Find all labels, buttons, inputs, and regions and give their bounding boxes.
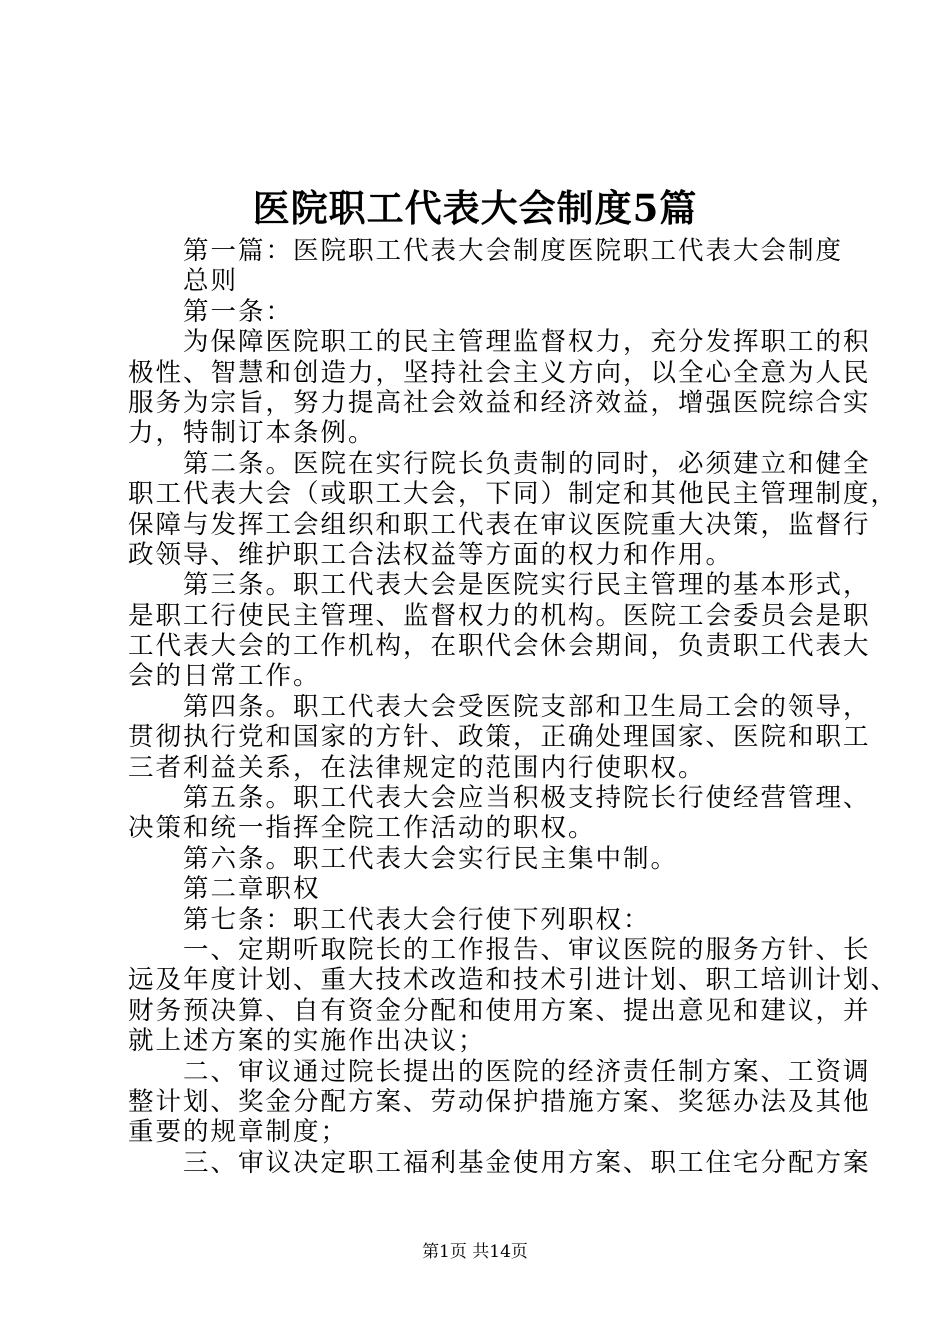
text-line: 职工代表大会（或职工大会，下同）制定和其他民主管理制度， — [128, 479, 899, 510]
text-line: 整计划、奖金分配方案、劳动保护措施方案、奖惩办法及其他 — [128, 1086, 871, 1117]
text-line: 政领导、维护职工合法权益等方面的权力和作用。 — [128, 539, 734, 570]
text-line: 第七条：职工代表大会行使下列职权： — [183, 904, 651, 935]
text-line: 为保障医院职工的民主管理监督权力，充分发挥职工的积 — [183, 327, 871, 358]
text-line: 保障与发挥工会组织和职工代表在审议医院重大决策，监督行 — [128, 509, 871, 540]
text-line: 工代表大会的工作机构，在职代会休会期间，负责职工代表大 — [128, 631, 871, 662]
page-footer: 第1页 共14页 — [422, 1242, 528, 1262]
text-line: 第四条。职工代表大会受医院支部和卫生局工会的领导， — [183, 691, 871, 722]
text-line: 二、审议通过院长提出的医院的经济责任制方案、工资调 — [183, 1056, 871, 1087]
text-line: 极性、智慧和创造力，坚持社会主义方向，以全心全意为人民 — [128, 357, 871, 388]
text-line: 第五条。职工代表大会应当积极支持院长行使经营管理、 — [183, 783, 871, 814]
text-line: 第一条： — [183, 296, 294, 327]
text-line: 第二章职权 — [183, 874, 321, 905]
text-line: 会的日常工作。 — [128, 661, 321, 692]
text-line: 三者利益关系，在法律规定的范围内行使职权。 — [128, 752, 706, 783]
text-line: 远及年度计划、重大技术改造和技术引进计划、职工培训计划、 — [128, 965, 899, 996]
text-line: 财务预决算、自有资金分配和使用方案、提出意见和建议，并 — [128, 995, 871, 1026]
text-line: 总则 — [183, 266, 239, 297]
text-line: 是职工行使民主管理、监督权力的机构。医院工会委员会是职 — [128, 600, 871, 631]
text-line: 第六条。职工代表大会实行民主集中制。 — [183, 843, 679, 874]
text-line: 第二条。医院在实行院长负责制的同时，必须建立和健全 — [183, 448, 871, 479]
text-line: 一、定期听取院长的工作报告、审议医院的服务方针、长 — [183, 934, 871, 965]
text-line: 三、审议决定职工福利基金使用方案、职工住宅分配方案 — [183, 1147, 871, 1178]
text-line: 第三条。职工代表大会是医院实行民主管理的基本形式， — [183, 570, 871, 601]
text-line: 重要的规章制度； — [128, 1117, 349, 1148]
text-line: 就上述方案的实施作出决议； — [128, 1026, 486, 1057]
text-line: 力，特制订本条例。 — [128, 418, 376, 449]
document-body — [128, 236, 899, 1178]
text-line: 贯彻执行党和国家的方针、政策，正确处理国家、医院和职工 — [128, 722, 871, 753]
text-line: 第一篇：医院职工代表大会制度医院职工代表大会制度 — [183, 236, 844, 266]
text-line: 服务为宗旨，努力提高社会效益和经济效益，增强医院综合实 — [128, 387, 871, 418]
document-title: 医院职工代表大会制度5篇 — [252, 186, 698, 230]
text-line: 决策和统一指挥全院工作活动的职权。 — [128, 813, 596, 844]
